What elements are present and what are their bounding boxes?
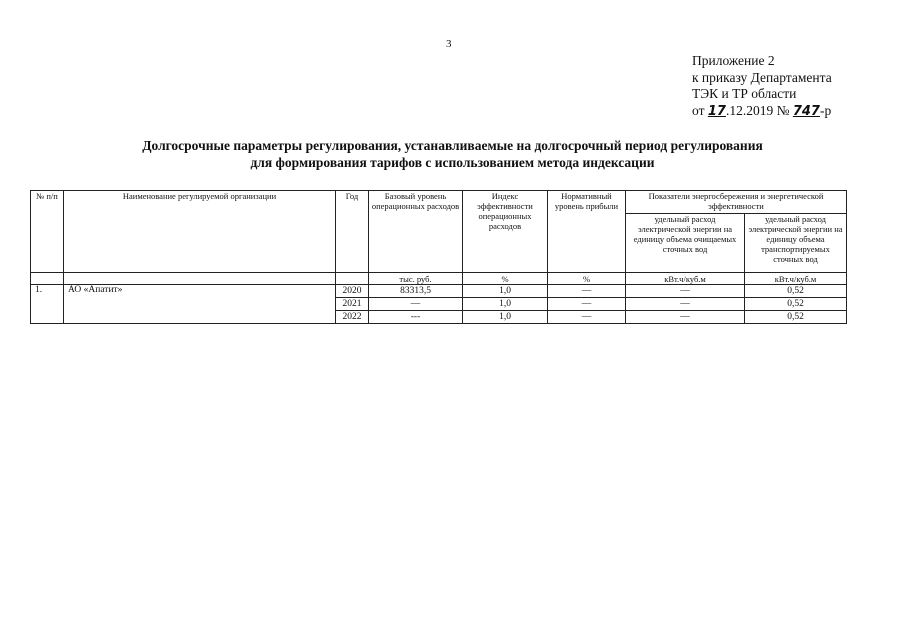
cell-base: —	[369, 298, 463, 311]
appendix-date-line	[692, 103, 832, 121]
cell-energy-transported: 0,52	[745, 298, 847, 311]
header-organization: Наименование регулируемой организации	[64, 191, 336, 273]
cell-profit: —	[548, 285, 626, 298]
header-energy-treated: удельный расход электрической энергии на единицу объема очищаемых сточных вод	[626, 214, 745, 273]
units-profit: %	[548, 273, 626, 285]
cell-year: 2022	[336, 311, 369, 324]
header-year: Год	[336, 191, 369, 273]
units-empty-number	[31, 273, 64, 285]
cell-profit: —	[548, 311, 626, 324]
units-row	[31, 273, 847, 285]
header-energy-transported: удельный расход электрической энергии на единицу объема транспортируемых сточных вод	[745, 214, 847, 273]
appendix-title: Приложение 2	[692, 53, 775, 68]
units-index: %	[463, 273, 548, 285]
header-energy-indicators: Показатели энергосбережения и энергетической эффективности	[626, 191, 847, 214]
title-line-2: для формирования тарифов с использованием метода индексации	[250, 155, 655, 170]
handwritten-day: 17	[707, 103, 726, 119]
appendix-department: ТЭК и ТР области	[692, 86, 797, 101]
date-rest: .12.2019 №	[725, 102, 793, 118]
units-empty-year	[336, 273, 369, 285]
header-row-1	[31, 191, 847, 214]
cell-energy-treated: —	[626, 298, 745, 311]
header-profit-level: Нормативный уровень прибыли	[548, 191, 626, 273]
title-line-1: Долгосрочные параметры регулирования, устанавливаемые на долгосрочный период регулирования	[142, 138, 763, 153]
cell-energy-treated: —	[626, 285, 745, 298]
cell-energy-treated: —	[626, 311, 745, 324]
date-prefix: от	[692, 102, 708, 118]
cell-index: 1,0	[463, 285, 548, 298]
cell-base: 83313,5	[369, 285, 463, 298]
parameters-table	[30, 190, 847, 324]
document-title	[60, 137, 845, 171]
units-energy-transported: кВт.ч/куб.м	[745, 273, 847, 285]
appendix-block	[692, 53, 832, 120]
cell-energy-transported: 0,52	[745, 311, 847, 324]
header-efficiency-index: Индекс эффективности операционных расходов	[463, 191, 548, 273]
units-base: тыс. руб.	[369, 273, 463, 285]
header-number: № п/п	[31, 191, 64, 273]
handwritten-order-number: 747	[792, 103, 820, 119]
cell-index: 1,0	[463, 311, 548, 324]
units-empty-organization	[64, 273, 336, 285]
cell-base: ---	[369, 311, 463, 324]
cell-profit: —	[548, 298, 626, 311]
order-suffix: -р	[819, 102, 832, 118]
cell-year: 2020	[336, 285, 369, 298]
organization-name: АО «Апатит»	[64, 285, 336, 324]
units-energy-treated: кВт.ч/куб.м	[626, 273, 745, 285]
appendix-order-ref: к приказу Департамента	[692, 69, 832, 85]
table-row	[31, 285, 847, 298]
page-number: 3	[446, 38, 452, 50]
header-base-level: Базовый уровень операционных расходов	[369, 191, 463, 273]
organization-number: 1.	[31, 285, 64, 324]
cell-year: 2021	[336, 298, 369, 311]
cell-index: 1,0	[463, 298, 548, 311]
cell-energy-transported: 0,52	[745, 285, 847, 298]
